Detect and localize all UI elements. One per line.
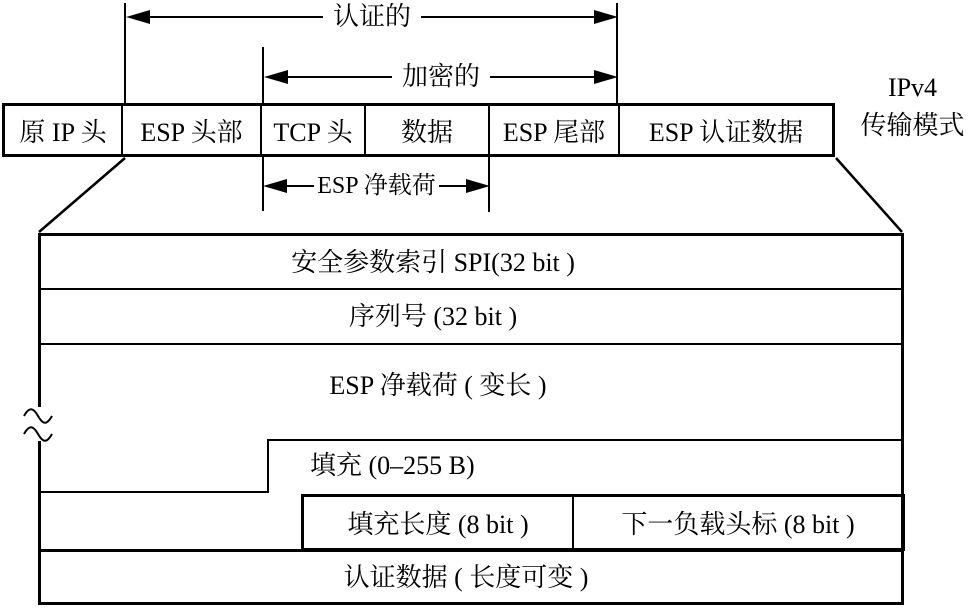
- mode-label-line1: IPv4: [887, 73, 938, 102]
- encrypted-label: 加密的: [402, 62, 481, 91]
- divider-seq-payload: [38, 343, 904, 345]
- arrowhead-left-icon: [263, 179, 287, 193]
- sequence-row-label: 序列号 (32 bit ): [348, 302, 518, 331]
- authenticated-span-arrow: [126, 2, 618, 32]
- arrow-line: [490, 76, 594, 78]
- spi-row-label: 安全参数索引 SPI(32 bit ): [291, 248, 575, 277]
- payload-row-label: ESP 净载荷 ( 变长 ): [329, 371, 547, 400]
- encrypted-span-arrow: [264, 62, 618, 92]
- right-expansion-diagonal: [836, 158, 902, 232]
- payload-bottom-left-border: [38, 491, 269, 493]
- pad-length-cell: 填充长度 (8 bit ): [304, 497, 574, 548]
- mode-label: [846, 69, 979, 145]
- packet-cell-tcp-header: TCP 头: [262, 106, 366, 154]
- padding-row-label: 填充 (0–255 B): [310, 451, 475, 480]
- arrow-line: [421, 16, 594, 18]
- esp-payload-label: ESP 净载荷: [317, 173, 436, 199]
- packet-cell-esp-header: ESP 头部: [123, 106, 262, 154]
- auth-data-row-label: 认证数据 ( 长度可变 ): [343, 563, 589, 592]
- arrow-line: [287, 185, 314, 187]
- packet-cell-orig-ip-header: 原 IP 头: [5, 106, 123, 154]
- packet-cell-esp-trailer: ESP 尾部: [490, 106, 620, 154]
- next-header-cell: 下一负载头标 (8 bit ): [621, 510, 855, 539]
- arrow-line: [150, 16, 323, 18]
- divider-spi-seq: [38, 288, 904, 290]
- esp-payload-span-arrow: [263, 171, 490, 201]
- packet-cell-data: 数据: [366, 106, 490, 154]
- left-expansion-diagonal: [39, 158, 125, 232]
- arrow-line: [439, 185, 466, 187]
- pad-length-next-header-row: [301, 494, 905, 551]
- padding-step-border: [267, 439, 269, 493]
- arrow-line: [288, 76, 392, 78]
- arrowhead-left-icon: [126, 10, 150, 24]
- mode-label-line2: 传输模式: [860, 111, 965, 140]
- arrowhead-right-icon: [594, 70, 618, 84]
- arrowhead-left-icon: [264, 70, 288, 84]
- packet-cell-esp-auth-data: ESP 认证数据: [648, 117, 804, 147]
- packet-row: [2, 103, 835, 157]
- padding-top-border: [268, 439, 904, 441]
- arrowhead-right-icon: [594, 10, 618, 24]
- arrowhead-right-icon: [466, 179, 490, 193]
- authenticated-label: 认证的: [333, 2, 412, 31]
